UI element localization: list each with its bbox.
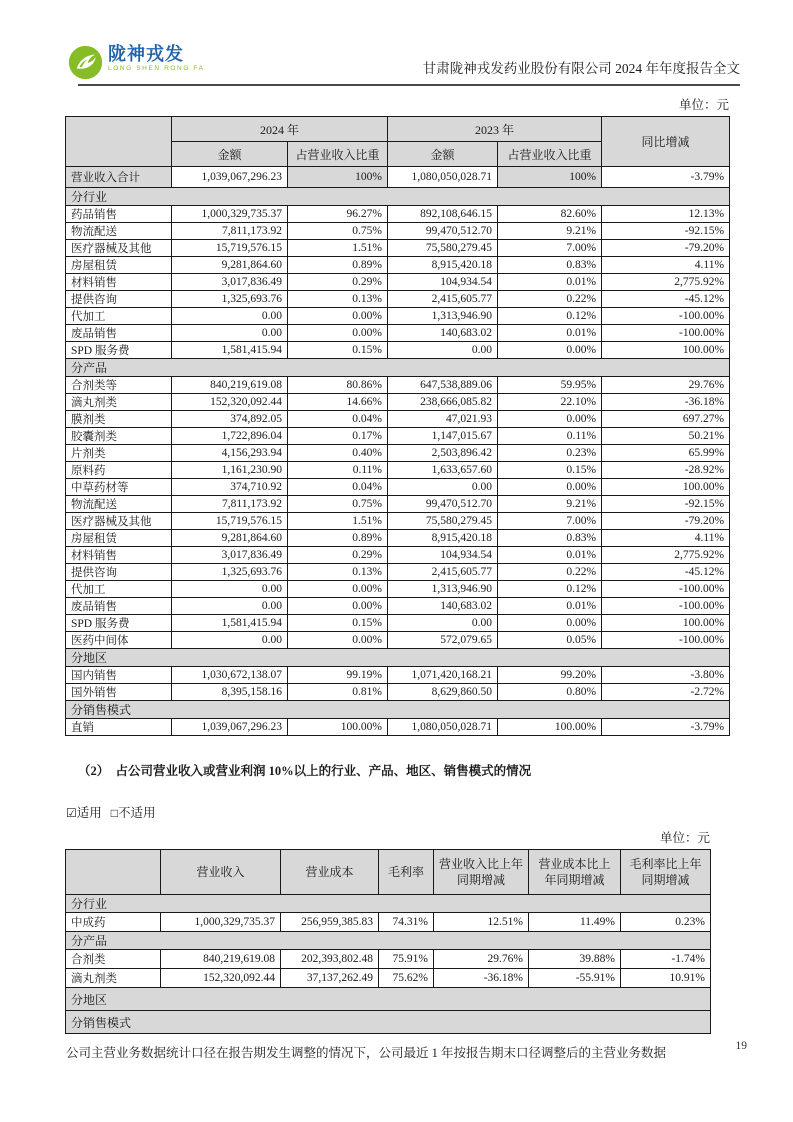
cell-value: 100.00% — [602, 342, 730, 359]
cell-value: 100.00% — [602, 615, 730, 632]
table-row — [66, 428, 730, 445]
cell-value: 0.15% — [498, 462, 602, 479]
cell-value: 0.75% — [288, 223, 388, 240]
row-label: 提供咨询 — [66, 291, 172, 308]
cell-value: 8,915,420.18 — [388, 530, 498, 547]
row-label: 中草药材等 — [66, 479, 172, 496]
cell-value: 0.04% — [288, 411, 388, 428]
row-label: 材料销售 — [66, 547, 172, 564]
cell-value: 0.13% — [288, 564, 388, 581]
cell-value: 3,017,836.49 — [172, 547, 288, 564]
cell-value: 100.00% — [498, 719, 602, 736]
corner-cell — [66, 850, 161, 895]
table-row — [66, 325, 730, 342]
row-label: 国内销售 — [66, 667, 172, 684]
cell-value: 7.00% — [498, 513, 602, 530]
table-row — [66, 257, 730, 274]
cell-value: 0.23% — [621, 913, 711, 932]
page-number: 19 — [735, 1040, 747, 1052]
col-header-2023: 2023 年 — [388, 117, 602, 142]
col-header: 毛利率比上年同期增减 — [621, 850, 711, 895]
cell-value: 0.89% — [288, 257, 388, 274]
cell-value: 840,219,619.08 — [172, 377, 288, 394]
cell-value: 0.81% — [288, 684, 388, 701]
cell-value: 892,108,646.15 — [388, 206, 498, 223]
cell-value: 0.00% — [498, 479, 602, 496]
cell-value: -1.74% — [621, 950, 711, 969]
row-label: 直销 — [66, 719, 172, 736]
cell-value: 7,811,173.92 — [172, 496, 288, 513]
cell-value: -45.12% — [602, 291, 730, 308]
cell-value: 96.27% — [288, 206, 388, 223]
cell-value: 0.00 — [172, 308, 288, 325]
cell-value: 99.20% — [498, 667, 602, 684]
row-label: 医药中间体 — [66, 632, 172, 649]
cell-value: -36.18% — [434, 969, 529, 988]
row-label: 滴丸剂类 — [66, 394, 172, 411]
cell-value: 0.04% — [288, 479, 388, 496]
cell-value: -28.92% — [602, 462, 730, 479]
col-header-amount: 金额 — [388, 142, 498, 167]
applicable-line — [66, 803, 729, 821]
cell-value: 0.00 — [388, 615, 498, 632]
cell-value: 0.00% — [498, 411, 602, 428]
cell-value: 9.21% — [498, 496, 602, 513]
cell-value: 0.40% — [288, 445, 388, 462]
cell-value: 1.51% — [288, 240, 388, 257]
unit-label-1: 单位：元 — [678, 98, 729, 112]
row-label: SPD 服务费 — [66, 615, 172, 632]
cell-value: -100.00% — [602, 581, 730, 598]
section-row — [66, 988, 711, 1011]
row-label: 提供咨询 — [66, 564, 172, 581]
cell-value: 1,039,067,296.23 — [172, 167, 288, 188]
cell-value: 2,415,605.77 — [388, 564, 498, 581]
cell-value: 0.80% — [498, 684, 602, 701]
cell-value: 0.00% — [288, 581, 388, 598]
cell-value: 840,219,619.08 — [161, 950, 281, 969]
section-title-cell: 分销售模式 — [66, 701, 730, 719]
cell-value: 572,079.65 — [388, 632, 498, 649]
table-row — [66, 394, 730, 411]
row-label: 房屋租赁 — [66, 530, 172, 547]
cell-value: 0.11% — [288, 462, 388, 479]
cell-value: 75.91% — [379, 950, 434, 969]
cell-value: 7.00% — [498, 240, 602, 257]
cell-value: 104,934.54 — [388, 547, 498, 564]
table-row — [66, 342, 730, 359]
cell-value: -100.00% — [602, 325, 730, 342]
cell-value: 0.01% — [498, 547, 602, 564]
cell-value: 99,470,512.70 — [388, 223, 498, 240]
cell-value: 0.00 — [388, 342, 498, 359]
page-content — [65, 95, 729, 1061]
table-row — [66, 206, 730, 223]
company-logo — [68, 45, 205, 80]
cell-value: 202,393,802.48 — [281, 950, 379, 969]
cell-value: 99,470,512.70 — [388, 496, 498, 513]
cell-value: 0.01% — [498, 598, 602, 615]
cell-value: 1,080,050,028.71 — [388, 719, 498, 736]
cell-value: 0.01% — [498, 274, 602, 291]
cell-value: 0.29% — [288, 547, 388, 564]
cell-value: 0.00 — [172, 581, 288, 598]
cell-value: 0.01% — [498, 325, 602, 342]
cell-value: 374,892.05 — [172, 411, 288, 428]
cell-value: -79.20% — [602, 513, 730, 530]
table-row — [66, 719, 730, 736]
row-label: 医疗器械及其他 — [66, 513, 172, 530]
cell-value: 100.00% — [288, 719, 388, 736]
section-title-cell: 分行业 — [66, 188, 730, 206]
cell-value: 29.76% — [434, 950, 529, 969]
cell-value: -100.00% — [602, 308, 730, 325]
col-header-yoy: 同比增减 — [602, 117, 730, 167]
cell-value: 1,325,693.76 — [172, 564, 288, 581]
cell-value: 0.83% — [498, 530, 602, 547]
cell-value: 256,959,385.83 — [281, 913, 379, 932]
revenue-table — [65, 116, 730, 736]
applicable-checked-checkbox-icon: ☑ — [66, 806, 77, 820]
section-row — [66, 359, 730, 377]
cell-value: 75.62% — [379, 969, 434, 988]
cell-value: 9,281,864.60 — [172, 530, 288, 547]
section-row — [66, 932, 711, 950]
header-row — [66, 850, 711, 895]
logo-cn-text: 陇神戎发 — [108, 44, 184, 64]
cell-value: 11.49% — [529, 913, 621, 932]
cell-value: 8,915,420.18 — [388, 257, 498, 274]
table-row — [66, 411, 730, 428]
cell-value: 0.83% — [498, 257, 602, 274]
col-header-share: 占营业收入比重 — [498, 142, 602, 167]
row-label: 代加工 — [66, 581, 172, 598]
cell-value: 140,683.02 — [388, 598, 498, 615]
table-row — [66, 530, 730, 547]
cell-value: 59.95% — [498, 377, 602, 394]
section-row — [66, 701, 730, 719]
cell-value: 152,320,092.44 — [161, 969, 281, 988]
cell-value: 0.75% — [288, 496, 388, 513]
col-header-share: 占营业收入比重 — [288, 142, 388, 167]
cell-value: 75,580,279.45 — [388, 513, 498, 530]
cell-value: 75,580,279.45 — [388, 240, 498, 257]
table-row — [66, 950, 711, 969]
col-header-2024: 2024 年 — [172, 117, 388, 142]
cell-value: 1,633,657.60 — [388, 462, 498, 479]
cell-value: 0.15% — [288, 615, 388, 632]
cell-value: 80.86% — [288, 377, 388, 394]
cell-value: 1,000,329,735.37 — [172, 206, 288, 223]
table-row — [66, 667, 730, 684]
cell-value: 140,683.02 — [388, 325, 498, 342]
cell-value: 0.17% — [288, 428, 388, 445]
cell-value: 47,021.93 — [388, 411, 498, 428]
row-label: 国外销售 — [66, 684, 172, 701]
col-header-amount: 金额 — [172, 142, 288, 167]
cell-value: 100.00% — [602, 479, 730, 496]
corner-cell — [66, 117, 172, 167]
table-row — [66, 377, 730, 394]
section-title-cell: 分产品 — [66, 359, 730, 377]
cell-value: 99.19% — [288, 667, 388, 684]
cell-value: 3,017,836.49 — [172, 274, 288, 291]
cell-value: 0.13% — [288, 291, 388, 308]
row-label: 医疗器械及其他 — [66, 240, 172, 257]
cell-value: -36.18% — [602, 394, 730, 411]
col-header: 营业成本比上年同期增减 — [529, 850, 621, 895]
cell-value: 10.91% — [621, 969, 711, 988]
section-2-heading: （2） 占公司营业收入或营业利润 10%以上的行业、产品、地区、销售模式的情况 — [78, 764, 532, 778]
cell-value: 0.89% — [288, 530, 388, 547]
cell-value: 1.51% — [288, 513, 388, 530]
cell-value: 1,071,420,168.21 — [388, 667, 498, 684]
cell-value: 1,000,329,735.37 — [161, 913, 281, 932]
cell-value: 647,538,889.06 — [388, 377, 498, 394]
cell-value: 0.00 — [172, 632, 288, 649]
cell-value: 1,161,230.90 — [172, 462, 288, 479]
row-label: 物流配送 — [66, 223, 172, 240]
cell-value: 9.21% — [498, 223, 602, 240]
table-row — [66, 240, 730, 257]
cell-value: 238,666,085.82 — [388, 394, 498, 411]
cell-value: 0.23% — [498, 445, 602, 462]
footer-note: 公司主营业务数据统计口径在报告期发生调整的情况下，公司最近 1 年按报告期末口径调整后的主营业务数据 — [66, 1046, 667, 1060]
row-label: 胶囊剂类 — [66, 428, 172, 445]
table-row — [66, 547, 730, 564]
cell-value: 0.12% — [498, 308, 602, 325]
row-label: 合剂类 — [66, 950, 161, 969]
cell-value: 8,629,860.50 — [388, 684, 498, 701]
cell-value: 74.31% — [379, 913, 434, 932]
cell-value: 0.12% — [498, 581, 602, 598]
table-row — [66, 615, 730, 632]
cell-value: 100% — [288, 167, 388, 188]
cell-value: 37,137,262.49 — [281, 969, 379, 988]
cell-value: 1,039,067,296.23 — [172, 719, 288, 736]
cell-value: -100.00% — [602, 598, 730, 615]
cell-value: 0.00% — [498, 342, 602, 359]
cell-value: 0.00 — [172, 325, 288, 342]
col-header: 营业收入 — [161, 850, 281, 895]
row-label: 材料销售 — [66, 274, 172, 291]
table-row — [66, 496, 730, 513]
table-row — [66, 291, 730, 308]
cell-value: 0.11% — [498, 428, 602, 445]
cell-value: 104,934.54 — [388, 274, 498, 291]
cell-value: -45.12% — [602, 564, 730, 581]
table-row — [66, 479, 730, 496]
cell-value: -92.15% — [602, 496, 730, 513]
table-row — [66, 913, 711, 932]
table-row — [66, 513, 730, 530]
cell-value: 1,325,693.76 — [172, 291, 288, 308]
cell-value: 14.66% — [288, 394, 388, 411]
section-title-cell: 分地区 — [66, 988, 711, 1011]
cell-value: 2,775.92% — [602, 274, 730, 291]
cell-value: 374,710.92 — [172, 479, 288, 496]
cell-value: 0.00 — [388, 479, 498, 496]
cell-value: 82.60% — [498, 206, 602, 223]
cell-value: -3.80% — [602, 667, 730, 684]
section-title-cell: 分地区 — [66, 649, 730, 667]
cell-value: 39.88% — [529, 950, 621, 969]
row-label: 营业收入合计 — [66, 167, 172, 188]
row-label: SPD 服务费 — [66, 342, 172, 359]
total-row — [66, 167, 730, 188]
cell-value: 0.22% — [498, 564, 602, 581]
cell-value: 29.76% — [602, 377, 730, 394]
row-label: 废品销售 — [66, 325, 172, 342]
header-rule — [78, 84, 740, 86]
table-row — [66, 564, 730, 581]
cell-value: 7,811,173.92 — [172, 223, 288, 240]
cell-value: 1,030,672,138.07 — [172, 667, 288, 684]
cell-value: 15,719,576.15 — [172, 240, 288, 257]
cell-value: 1,313,946.90 — [388, 581, 498, 598]
cell-value: 0.05% — [498, 632, 602, 649]
row-label: 合剂类等 — [66, 377, 172, 394]
cell-value: 1,581,415.94 — [172, 615, 288, 632]
header-row — [66, 117, 730, 142]
row-label: 滴丸剂类 — [66, 969, 161, 988]
row-label: 原料药 — [66, 462, 172, 479]
table-row — [66, 462, 730, 479]
table-row — [66, 308, 730, 325]
table-row — [66, 223, 730, 240]
cell-value: 2,415,605.77 — [388, 291, 498, 308]
logo-icon — [68, 45, 103, 80]
cell-value: 1,313,946.90 — [388, 308, 498, 325]
section-row — [66, 1011, 711, 1034]
row-label: 房屋租赁 — [66, 257, 172, 274]
cell-value: 0.00% — [288, 325, 388, 342]
table-row — [66, 581, 730, 598]
cell-value: 1,080,050,028.71 — [388, 167, 498, 188]
cell-value: 0.00% — [498, 615, 602, 632]
cell-value: 2,503,896.42 — [388, 445, 498, 462]
table-row — [66, 445, 730, 462]
not-applicable-checkbox-icon: □ — [110, 806, 119, 820]
cell-value: 1,581,415.94 — [172, 342, 288, 359]
cell-value: 2,775.92% — [602, 547, 730, 564]
unit-label-2: 单位：元 — [659, 831, 710, 845]
cell-value: 1,722,896.04 — [172, 428, 288, 445]
row-label: 中成药 — [66, 913, 161, 932]
cell-value: 9,281,864.60 — [172, 257, 288, 274]
cell-value: 4,156,293.94 — [172, 445, 288, 462]
table-row — [66, 684, 730, 701]
cell-value: 0.00 — [172, 598, 288, 615]
cell-value: 1,147,015.67 — [388, 428, 498, 445]
cell-value: 0.00% — [288, 308, 388, 325]
cell-value: 0.22% — [498, 291, 602, 308]
table-row — [66, 632, 730, 649]
cell-value: 0.15% — [288, 342, 388, 359]
section-row — [66, 188, 730, 206]
cell-value: -3.79% — [602, 167, 730, 188]
col-header: 毛利率 — [379, 850, 434, 895]
cell-value: 697.27% — [602, 411, 730, 428]
cell-value: 12.13% — [602, 206, 730, 223]
row-label: 片剂类 — [66, 445, 172, 462]
row-label: 物流配送 — [66, 496, 172, 513]
row-label: 代加工 — [66, 308, 172, 325]
section-row — [66, 649, 730, 667]
cell-value: 8,395,158.16 — [172, 684, 288, 701]
cell-value: 100% — [498, 167, 602, 188]
table-row — [66, 598, 730, 615]
cell-value: -92.15% — [602, 223, 730, 240]
col-header: 营业成本 — [281, 850, 379, 895]
section-title-cell: 分产品 — [66, 932, 711, 950]
row-label: 废品销售 — [66, 598, 172, 615]
applicable-label: 适用 — [76, 806, 102, 820]
cell-value: 22.10% — [498, 394, 602, 411]
document-title: 甘肃陇神戎发药业股份有限公司 2024 年年度报告全文 — [422, 61, 740, 76]
cell-value: 4.11% — [602, 257, 730, 274]
cell-value: 0.00% — [288, 632, 388, 649]
cell-value: -100.00% — [602, 632, 730, 649]
logo-en-text: LONG SHEN RONG FA — [108, 65, 205, 72]
cell-value: 4.11% — [602, 530, 730, 547]
table-row — [66, 274, 730, 291]
section-row — [66, 895, 711, 913]
cell-value: -55.91% — [529, 969, 621, 988]
row-label: 膜剂类 — [66, 411, 172, 428]
cell-value: -79.20% — [602, 240, 730, 257]
cell-value: 15,719,576.15 — [172, 513, 288, 530]
cell-value: -3.79% — [602, 719, 730, 736]
table-row — [66, 969, 711, 988]
col-header: 营业收入比上年同期增减 — [434, 850, 529, 895]
cell-value: 12.51% — [434, 913, 529, 932]
row-label: 药品销售 — [66, 206, 172, 223]
cell-value: -2.72% — [602, 684, 730, 701]
cell-value: 152,320,092.44 — [172, 394, 288, 411]
cell-value: 50.21% — [602, 428, 730, 445]
section-title-cell: 分行业 — [66, 895, 711, 913]
cell-value: 0.00% — [288, 598, 388, 615]
margin-table — [65, 849, 711, 1034]
not-applicable-label: 不适用 — [118, 806, 156, 820]
cell-value: 65.99% — [602, 445, 730, 462]
cell-value: 0.29% — [288, 274, 388, 291]
section-title-cell: 分销售模式 — [66, 1011, 711, 1034]
